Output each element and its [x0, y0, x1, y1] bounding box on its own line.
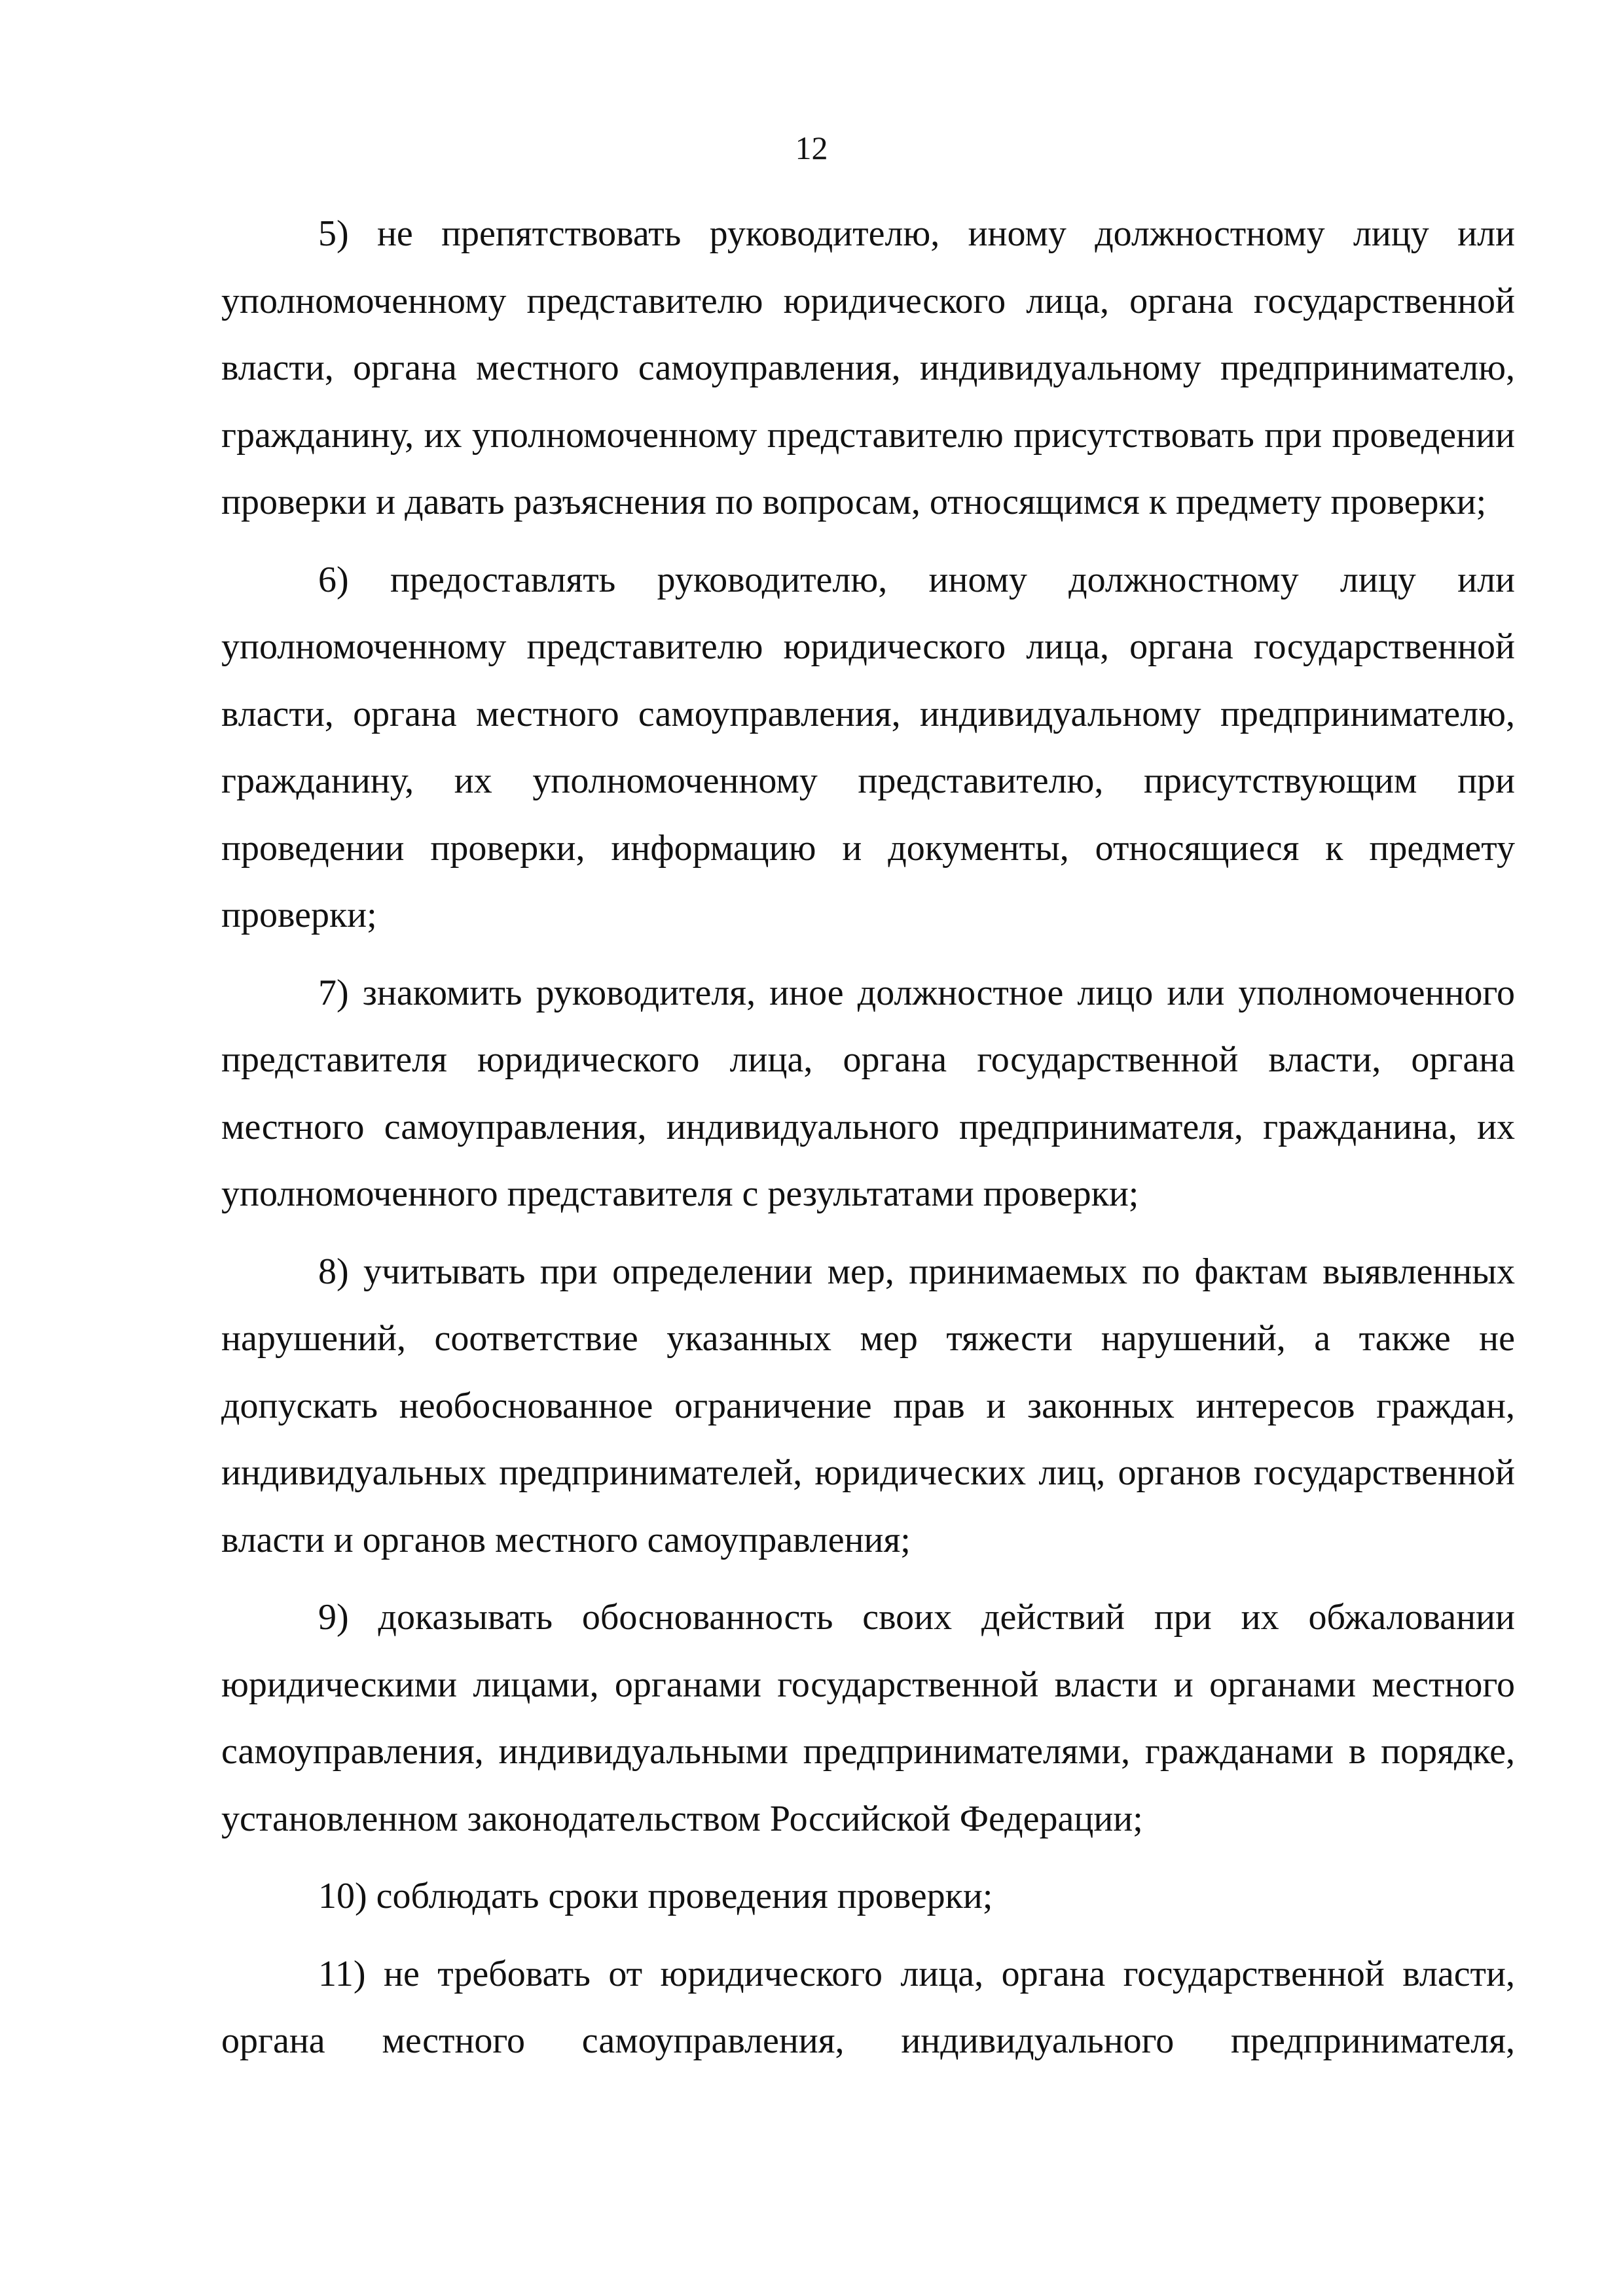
list-item-6: 6) предоставлять руководителю, иному должностному лицу или уполномоченному представителю юридического лица, органа государственной власти, органа местного самоуправления, индивидуальному предпринимателю, гражданину, их уполномоченному представителю, присутствующим при проведении проверки, информацию и документы, относящиеся к предмету проверки;: [221, 559, 1515, 935]
page-number: 12: [795, 130, 828, 166]
list-item-9: 9) доказывать обоснованность своих действий при их обжаловании юридическими лицами, органами государственной власти и органами местного самоуправления, индивидуальными предпринимателями, гражданами в порядке, установленном законодательством Российской Федерации;: [221, 1597, 1515, 1839]
document-body: [221, 200, 1515, 2085]
list-item-11: 11) не требовать от юридического лица, органа государственной власти, органа местного самоуправления, индивидуального предпринимателя,: [221, 1953, 1515, 2061]
list-item-8: 8) учитывать при определении мер, принимаемых по фактам выявленных нарушений, соответствие указанных мер тяжести нарушений, а также не допускать необоснованное ограничение прав и законных интересов граждан, индивидуальных предпринимателей, юридических лиц, органов государственной власти и органов местного самоуправления;: [221, 1251, 1515, 1560]
list-item-5: 5) не препятствовать руководителю, иному должностному лицу или уполномоченному представителю юридического лица, органа государственной власти, органа местного самоуправления, индивидуальному предпринимателю, гражданину, их уполномоченному представителю присутствовать при проведении проверки и давать разъяснения по вопросам, относящимся к предмету проверки;: [221, 213, 1515, 522]
list-item-10: 10) соблюдать сроки проведения проверки;: [318, 1876, 993, 1916]
list-item-7: 7) знакомить руководителя, иное должностное лицо или уполномоченного представителя юридического лица, органа государственной власти, органа местного самоуправления, индивидуального предпринимателя, гражданина, их уполномоченного представителя с результатами проверки;: [221, 972, 1515, 1214]
